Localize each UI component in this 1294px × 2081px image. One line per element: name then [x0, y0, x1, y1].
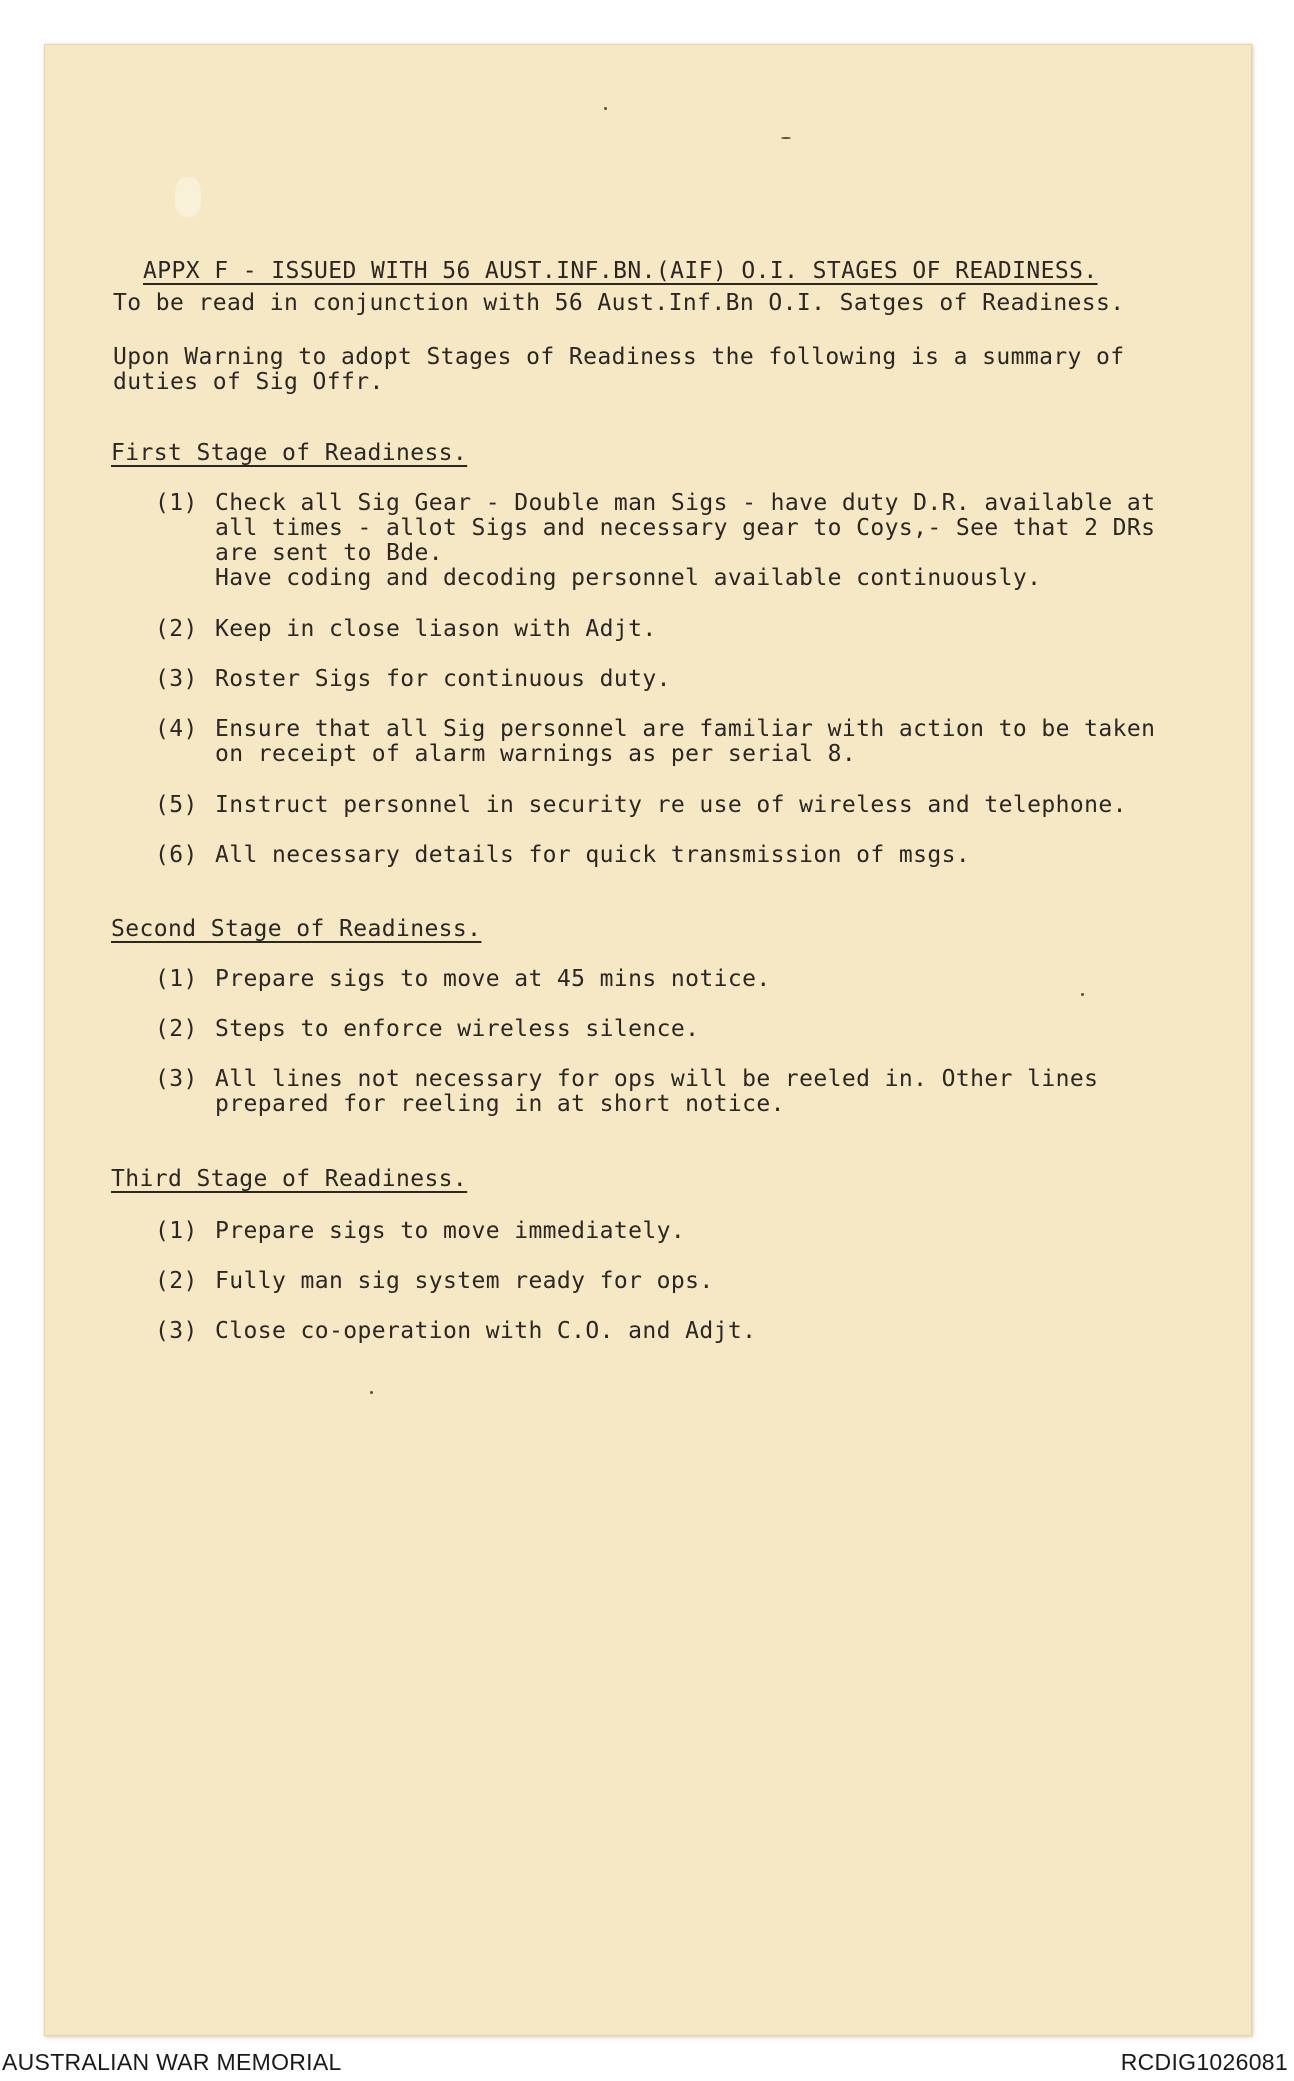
- page-title: APPX F - ISSUED WITH 56 AUST.INF.BN.(AIF) O.I. STAGES OF READINESS.: [143, 258, 1098, 284]
- paper-speck: [604, 107, 607, 110]
- list-item: [155, 1319, 1195, 1344]
- paper-speck: [370, 1391, 373, 1394]
- item-number: (2): [155, 616, 198, 642]
- item-number: (5): [155, 792, 198, 818]
- item-text: Roster Sigs for continuous duty.: [215, 666, 671, 692]
- list-item: [155, 1017, 1195, 1042]
- item-text: Steps to enforce wireless silence.: [215, 1016, 700, 1042]
- item-number: (6): [155, 842, 198, 868]
- item-text: Keep in close liason with Adjt.: [215, 616, 657, 642]
- list-item: [155, 967, 1195, 992]
- paper-speck: [781, 137, 791, 139]
- footer-catalog-id: RCDIG1026081: [1120, 2049, 1288, 2075]
- list-item: [155, 491, 1195, 591]
- paper-blemish: [175, 177, 201, 217]
- item-text: Prepare sigs to move immediately.: [215, 1218, 686, 1244]
- list-item: [155, 1219, 1195, 1244]
- list-item: [155, 1067, 1195, 1117]
- item-text: All necessary details for quick transmission of msgs.: [215, 842, 971, 868]
- section-heading-third-stage: Third Stage of Readiness.: [111, 1166, 468, 1192]
- item-number: (2): [155, 1016, 198, 1042]
- item-text: Close co-operation with C.O. and Adjt.: [215, 1318, 757, 1344]
- list-item: [155, 667, 1195, 692]
- item-number: (1): [155, 490, 198, 516]
- list-item: [155, 1269, 1195, 1294]
- item-text: Instruct personnel in security re use of wireless and telephone.: [215, 792, 1127, 818]
- footer-source-label: AUSTRALIAN WAR MEMORIAL: [2, 2049, 342, 2075]
- item-number: (1): [155, 966, 198, 992]
- item-number: (1): [155, 1218, 198, 1244]
- intro-paragraph-2: Upon Warning to adopt Stages of Readiness the following is a summary of duties of Sig Offr.: [113, 344, 1125, 395]
- list-item: [155, 843, 1195, 868]
- paper-speck: [1081, 993, 1084, 996]
- intro-paragraph-1: To be read in conjunction with 56 Aust.Inf.Bn O.I. Satges of Readiness.: [113, 290, 1125, 316]
- item-number: (3): [155, 1318, 198, 1344]
- item-text: Fully man sig system ready for ops.: [215, 1268, 714, 1294]
- item-number: (4): [155, 716, 198, 742]
- section-heading-second-stage: Second Stage of Readiness.: [111, 916, 482, 942]
- list-item: [155, 717, 1195, 767]
- item-text: Ensure that all Sig personnel are familiar with action to be taken on receipt of alarm warnings as per serial 8.: [215, 716, 1156, 767]
- item-number: (3): [155, 1066, 198, 1092]
- list-item: [155, 617, 1195, 642]
- item-text: Check all Sig Gear - Double man Sigs - have duty D.R. available at all times - allot Sigs and necessary gear to Coys,- See that 2 DRs are sent to Bde. Have coding and decoding personnel available continuously.: [215, 490, 1156, 591]
- list-item: [155, 793, 1195, 818]
- document-page: [44, 44, 1252, 2036]
- item-text: Prepare sigs to move at 45 mins notice.: [215, 966, 771, 992]
- item-text: All lines not necessary for ops will be reeled in. Other lines prepared for reeling in at short notice.: [215, 1066, 1099, 1117]
- item-number: (2): [155, 1268, 198, 1294]
- item-number: (3): [155, 666, 198, 692]
- section-heading-first-stage: First Stage of Readiness.: [111, 440, 468, 466]
